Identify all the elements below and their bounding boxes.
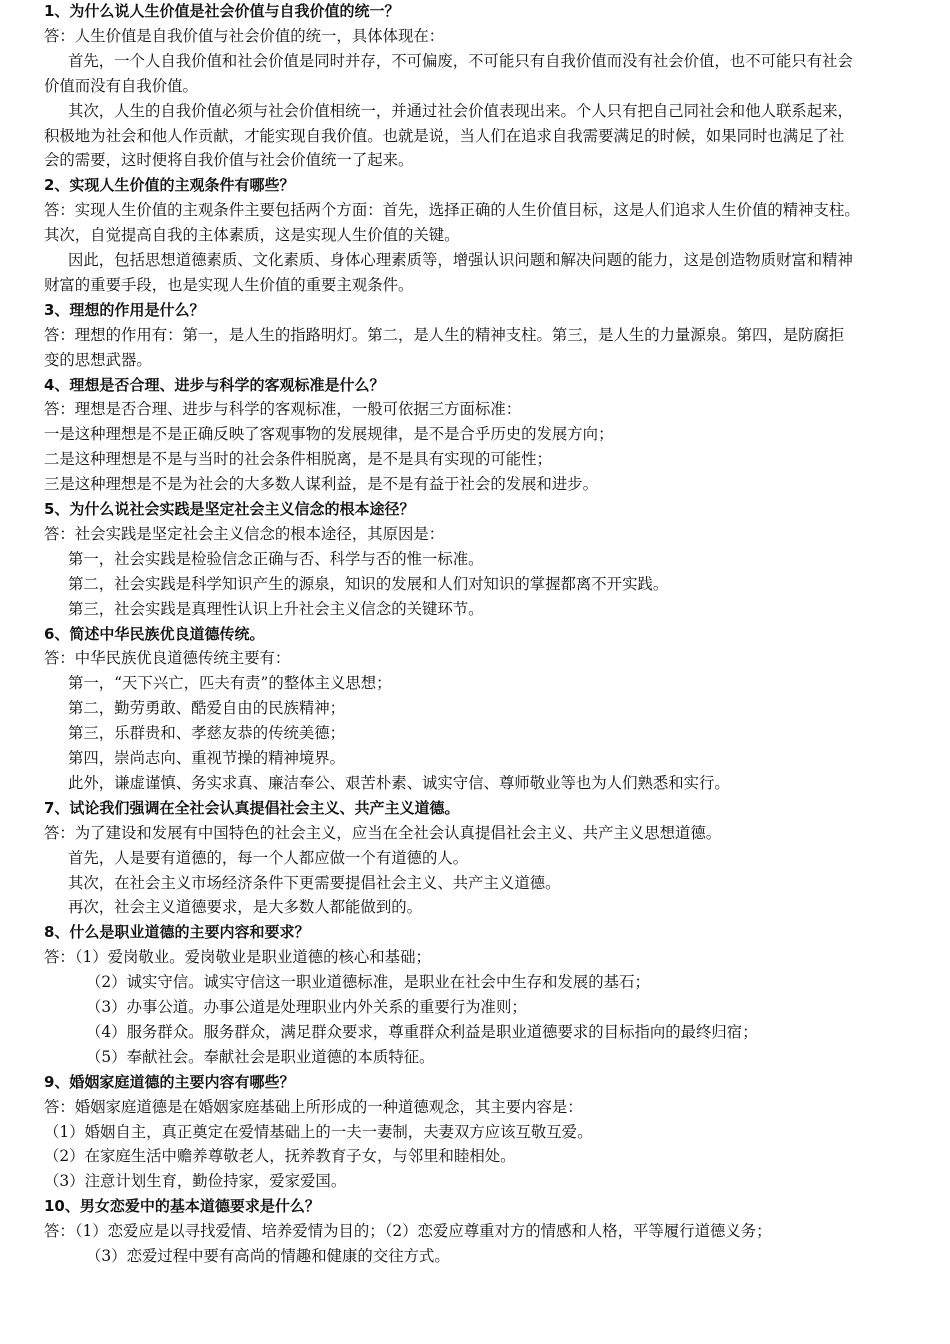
text-line: 答：社会实践是坚定社会主义信念的根本途径，其原因是： (44, 524, 445, 543)
question-heading: 5、为什么说社会实践是坚定社会主义信念的根本途径？ (44, 500, 415, 518)
text-line: （4）服务群众。服务群众，满足群众要求，尊重群众利益是职业道德要求的目标指向的最终归宿； (86, 1022, 758, 1041)
text-line: 答：为了建设和发展有中国特色的社会主义，应当在全社会认真提倡社会主义、共产主义思想道德。 (44, 823, 722, 842)
text-line: 第一，社会实践是检验信念正确与否、科学与否的惟一标准。 (68, 549, 484, 568)
text-line: 第三，社会实践是真理性认识上升社会主义信念的关键环节。 (68, 599, 484, 618)
text-line: （5）奉献社会。奉献社会是职业道德的本质特征。 (86, 1047, 435, 1066)
text-line: 财富的重要手段，也是实现人生价值的重要主观条件。 (44, 275, 414, 294)
text-line: 第三，乐群贵和、孝慈友恭的传统美德； (68, 724, 346, 743)
text-line: 此外，谦虚谨慎、务实求真、廉洁奉公、艰苦朴素、诚实守信、尊师敬业等也为人们熟悉和实行。 (68, 773, 730, 792)
text-line: 会的需要，这时便将自我价值与社会价值统一了起来。 (44, 151, 414, 170)
text-line: （3）恋爱过程中要有高尚的情趣和健康的交往方式。 (86, 1247, 450, 1265)
question-heading: 3、理想的作用是什么？ (44, 300, 205, 319)
text-line: 答：理想的作用有：第一，是人生的指路明灯。第二，是人生的精神支柱。第三，是人生的力量源泉。第四，是防腐拒 (44, 325, 845, 344)
text-line: 首先，人是要有道德的，每一个人都应做一个有道德的人。 (68, 848, 469, 867)
question-heading: 4、理想是否合理、进步与科学的客观标准是什么？ (44, 375, 385, 394)
text-line: 首先，一个人自我价值和社会价值是同时并存，不可偏废，不可能只有自我价值而没有社会价值，也不可能只有社会 (68, 51, 853, 70)
text-line: （2）诚实守信。诚实守信这一职业道德标准，是职业在社会中生存和发展的基石； (86, 973, 650, 992)
question-heading: 8、什么是职业道德的主要内容和要求？ (44, 923, 310, 942)
text-line: 再次，社会主义道德要求，是大多数人都能做到的。 (68, 898, 422, 917)
text-line: 因此，包括思想道德素质、文化素质、身体心理素质等，增强认识问题和解决问题的能力，这是创造物质财富和精神 (68, 251, 853, 269)
text-line: 答：（1）恋爱应是以寻找爱情、培养爱情为目的；（2）恋爱应尊重对方的情感和人格，平等履行道德义务； (44, 1222, 772, 1241)
text-line: 答：婚姻家庭道德是在婚姻家庭基础上所形成的一种道德观念，其主要内容是： (44, 1097, 583, 1116)
text-line: 价值而没有自我价值。 (44, 76, 198, 95)
text-line: 答：实现人生价值的主观条件主要包括两个方面：首先，选择正确的人生价值目标，这是人们追求人生价值的精神支柱。 (44, 201, 860, 220)
text-line: （3）注意计划生育，勤俭持家，爱家爱国。 (44, 1172, 347, 1191)
text-line: 第一，“天下兴亡，匹夫有责”的整体主义思想； (68, 674, 392, 693)
text-line: 其次，自觉提高自我的主体素质，这是实现人生价值的关键。 (44, 226, 460, 245)
text-line: 三是这种理想是不是为社会的大多数人谋利益，是不是有益于社会的发展和进步。 (44, 475, 599, 494)
text-line: 其次，人生的自我价值必须与社会价值相统一，并通过社会价值表现出来。个人只有把自己同社会和他人联系起来， (68, 101, 853, 120)
text-line: 答：人生价值是自我价值与社会价值的统一，具体体现在： (44, 26, 445, 45)
question-heading: 7、试论我们强调在全社会认真提倡社会主义、共产主义道德。 (44, 798, 460, 817)
text-line: 第四，崇尚志向、重视节操的精神境界。 (68, 749, 346, 767)
text-line: 第二，勤劳勇敢、酷爱自由的民族精神； (68, 699, 346, 718)
text-line: 答：中华民族优良道德传统主要有： (44, 649, 291, 668)
question-heading: 2、实现人生价值的主观条件有哪些？ (44, 176, 295, 195)
question-heading: 1、为什么说人生价值是社会价值与自我价值的统一？ (44, 2, 400, 20)
text-line: 答：理想是否合理、进步与科学的客观标准，一般可依据三方面标准： (44, 400, 522, 419)
text-line: （2）在家庭生活中赡养尊敬老人，抚养教育子女，与邻里和睦相处。 (44, 1147, 516, 1166)
question-heading: 9、婚姻家庭道德的主要内容有哪些？ (44, 1072, 295, 1091)
text-line: 变的思想武器。 (44, 350, 152, 369)
text-line: （3）办事公道。办事公道是处理职业内外关系的重要行为准则； (86, 998, 527, 1016)
text-line: 其次，在社会主义市场经济条件下更需要提倡社会主义、共产主义道德。 (68, 873, 561, 892)
question-heading: 10、男女恋爱中的基本道德要求是什么？ (44, 1197, 320, 1216)
text-line: 积极地为社会和他人作贡献，才能实现自我价值。也就是说，当人们在追求自我需要满足的时候，如果同时也满足了社 (44, 126, 845, 145)
text-line: 答：（1）爱岗敬业。爱岗敬业是职业道德的核心和基础； (44, 948, 431, 967)
text-line: （1）婚姻自主，真正奠定在爱情基础上的一夫一妻制，夫妻双方应该互敬互爱。 (44, 1122, 593, 1141)
text-line: 一是这种理想是不是正确反映了客观事物的发展规律，是不是合乎历史的发展方向； (44, 425, 614, 444)
question-heading: 6、简述中华民族优良道德传统。 (44, 624, 265, 643)
text-line: 二是这种理想是不是与当时的社会条件相脱离，是不是具有实现的可能性； (44, 450, 552, 469)
text-line: 第二，社会实践是科学知识产生的源泉，知识的发展和人们对知识的掌握都离不开实践。 (68, 574, 669, 593)
